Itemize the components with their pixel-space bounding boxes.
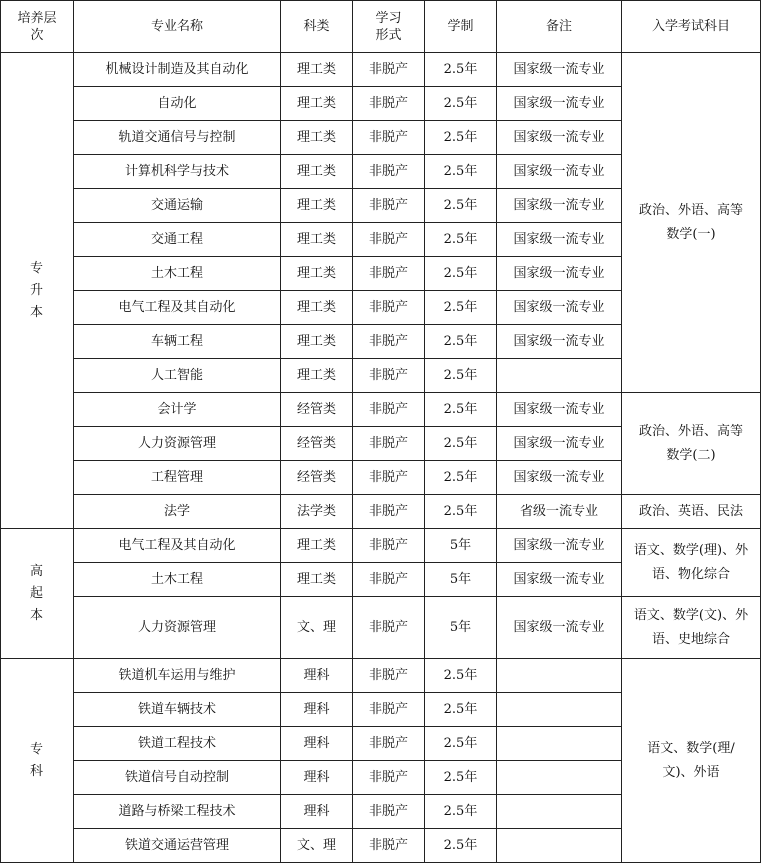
exam-gqb-li: 语文、数学(理)、外语、物化综合: [622, 529, 761, 597]
category-cell: 理工类: [281, 155, 353, 189]
header-major: 专业名称: [74, 1, 281, 53]
duration-cell: 2.5年: [425, 155, 497, 189]
form-cell: 非脱产: [353, 53, 425, 87]
major-cell: 铁道车辆技术: [74, 693, 281, 727]
form-cell: 非脱产: [353, 359, 425, 393]
remark-cell: [497, 693, 622, 727]
major-cell: 法学: [74, 495, 281, 529]
major-cell: 人工智能: [74, 359, 281, 393]
category-cell: 理工类: [281, 291, 353, 325]
major-cell: 铁道机车运用与维护: [74, 659, 281, 693]
major-cell: 车辆工程: [74, 325, 281, 359]
category-cell: 理科: [281, 693, 353, 727]
remark-cell: 国家级一流专业: [497, 529, 622, 563]
duration-cell: 2.5年: [425, 659, 497, 693]
remark-cell: [497, 829, 622, 863]
duration-cell: 5年: [425, 563, 497, 597]
header-remark: 备注: [497, 1, 622, 53]
major-cell: 计算机科学与技术: [74, 155, 281, 189]
category-cell: 理工类: [281, 359, 353, 393]
category-cell: 文、理: [281, 597, 353, 659]
form-cell: 非脱产: [353, 461, 425, 495]
remark-cell: 国家级一流专业: [497, 53, 622, 87]
major-cell: 轨道交通信号与控制: [74, 121, 281, 155]
form-cell: 非脱产: [353, 829, 425, 863]
duration-cell: 2.5年: [425, 257, 497, 291]
remark-cell: 国家级一流专业: [497, 427, 622, 461]
major-cell: 机械设计制造及其自动化: [74, 53, 281, 87]
category-cell: 文、理: [281, 829, 353, 863]
major-cell: 交通运输: [74, 189, 281, 223]
remark-cell: 国家级一流专业: [497, 461, 622, 495]
category-cell: 理工类: [281, 257, 353, 291]
form-cell: 非脱产: [353, 189, 425, 223]
duration-cell: 2.5年: [425, 223, 497, 257]
level-zk: 专科: [1, 659, 74, 863]
level-zsb: 专升本: [1, 53, 74, 529]
table-row: [1, 529, 761, 563]
form-cell: 非脱产: [353, 223, 425, 257]
duration-cell: 2.5年: [425, 359, 497, 393]
duration-cell: 2.5年: [425, 427, 497, 461]
remark-cell: 国家级一流专业: [497, 189, 622, 223]
category-cell: 理工类: [281, 223, 353, 257]
form-cell: 非脱产: [353, 761, 425, 795]
remark-cell: 国家级一流专业: [497, 291, 622, 325]
duration-cell: 2.5年: [425, 495, 497, 529]
form-cell: 非脱产: [353, 257, 425, 291]
exam-faxue: 政治、英语、民法: [622, 495, 761, 529]
table-row: [1, 393, 761, 427]
duration-cell: 2.5年: [425, 325, 497, 359]
form-cell: 非脱产: [353, 155, 425, 189]
duration-cell: 2.5年: [425, 461, 497, 495]
exam-gqb-wen: 语文、数学(文)、外语、史地综合: [622, 597, 761, 659]
header-duration: 学制: [425, 1, 497, 53]
major-cell: 电气工程及其自动化: [74, 529, 281, 563]
form-cell: 非脱产: [353, 325, 425, 359]
header-category: 科类: [281, 1, 353, 53]
form-cell: 非脱产: [353, 87, 425, 121]
remark-cell: 国家级一流专业: [497, 597, 622, 659]
major-cell: 工程管理: [74, 461, 281, 495]
form-cell: 非脱产: [353, 693, 425, 727]
form-cell: 非脱产: [353, 291, 425, 325]
remark-cell: [497, 659, 622, 693]
major-cell: 人力资源管理: [74, 427, 281, 461]
duration-cell: 2.5年: [425, 189, 497, 223]
form-cell: 非脱产: [353, 659, 425, 693]
category-cell: 法学类: [281, 495, 353, 529]
remark-cell: 国家级一流专业: [497, 563, 622, 597]
remark-cell: 省级一流专业: [497, 495, 622, 529]
table-row: [1, 495, 761, 529]
header-row: [1, 1, 761, 53]
remark-cell: 国家级一流专业: [497, 121, 622, 155]
category-cell: 理工类: [281, 87, 353, 121]
duration-cell: 2.5年: [425, 53, 497, 87]
table-row: [1, 659, 761, 693]
category-cell: 理工类: [281, 529, 353, 563]
header-level: 培养层次: [1, 1, 74, 53]
form-cell: 非脱产: [353, 121, 425, 155]
level-gqb: 高起本: [1, 529, 74, 659]
major-cell: 道路与桥梁工程技术: [74, 795, 281, 829]
form-cell: 非脱产: [353, 727, 425, 761]
duration-cell: 2.5年: [425, 727, 497, 761]
duration-cell: 5年: [425, 529, 497, 563]
form-cell: 非脱产: [353, 563, 425, 597]
table-row: [1, 597, 761, 659]
form-cell: 非脱产: [353, 795, 425, 829]
category-cell: 理科: [281, 761, 353, 795]
header-exam: 入学考试科目: [622, 1, 761, 53]
category-cell: 经管类: [281, 393, 353, 427]
category-cell: 理工类: [281, 121, 353, 155]
category-cell: 理工类: [281, 189, 353, 223]
duration-cell: 2.5年: [425, 761, 497, 795]
remark-cell: 国家级一流专业: [497, 393, 622, 427]
form-cell: 非脱产: [353, 427, 425, 461]
duration-cell: 2.5年: [425, 291, 497, 325]
major-cell: 电气工程及其自动化: [74, 291, 281, 325]
major-cell: 交通工程: [74, 223, 281, 257]
remark-cell: 国家级一流专业: [497, 257, 622, 291]
remark-cell: 国家级一流专业: [497, 155, 622, 189]
category-cell: 理科: [281, 727, 353, 761]
duration-cell: 2.5年: [425, 393, 497, 427]
major-cell: 土木工程: [74, 257, 281, 291]
header-study-form: 学习形式: [353, 1, 425, 53]
remark-cell: 国家级一流专业: [497, 223, 622, 257]
major-cell: 自动化: [74, 87, 281, 121]
duration-cell: 2.5年: [425, 87, 497, 121]
duration-cell: 2.5年: [425, 121, 497, 155]
category-cell: 理工类: [281, 563, 353, 597]
major-cell: 铁道工程技术: [74, 727, 281, 761]
major-cell: 铁道信号自动控制: [74, 761, 281, 795]
category-cell: 理科: [281, 795, 353, 829]
category-cell: 理工类: [281, 325, 353, 359]
table-row: [1, 53, 761, 87]
remark-cell: [497, 727, 622, 761]
duration-cell: 2.5年: [425, 693, 497, 727]
form-cell: 非脱产: [353, 597, 425, 659]
remark-cell: [497, 795, 622, 829]
form-cell: 非脱产: [353, 393, 425, 427]
category-cell: 理科: [281, 659, 353, 693]
exam-jingguan: 政治、外语、高等数学(二): [622, 393, 761, 495]
major-cell: 会计学: [74, 393, 281, 427]
form-cell: 非脱产: [353, 529, 425, 563]
exam-ligong: 政治、外语、高等数学(一): [622, 53, 761, 393]
remark-cell: [497, 359, 622, 393]
major-cell: 铁道交通运营管理: [74, 829, 281, 863]
form-cell: 非脱产: [353, 495, 425, 529]
remark-cell: 国家级一流专业: [497, 87, 622, 121]
duration-cell: 5年: [425, 597, 497, 659]
remark-cell: 国家级一流专业: [497, 325, 622, 359]
category-cell: 经管类: [281, 461, 353, 495]
exam-zk: 语文、数学(理/文)、外语: [622, 659, 761, 863]
category-cell: 经管类: [281, 427, 353, 461]
remark-cell: [497, 761, 622, 795]
duration-cell: 2.5年: [425, 829, 497, 863]
category-cell: 理工类: [281, 53, 353, 87]
major-cell: 土木工程: [74, 563, 281, 597]
major-cell: 人力资源管理: [74, 597, 281, 659]
duration-cell: 2.5年: [425, 795, 497, 829]
